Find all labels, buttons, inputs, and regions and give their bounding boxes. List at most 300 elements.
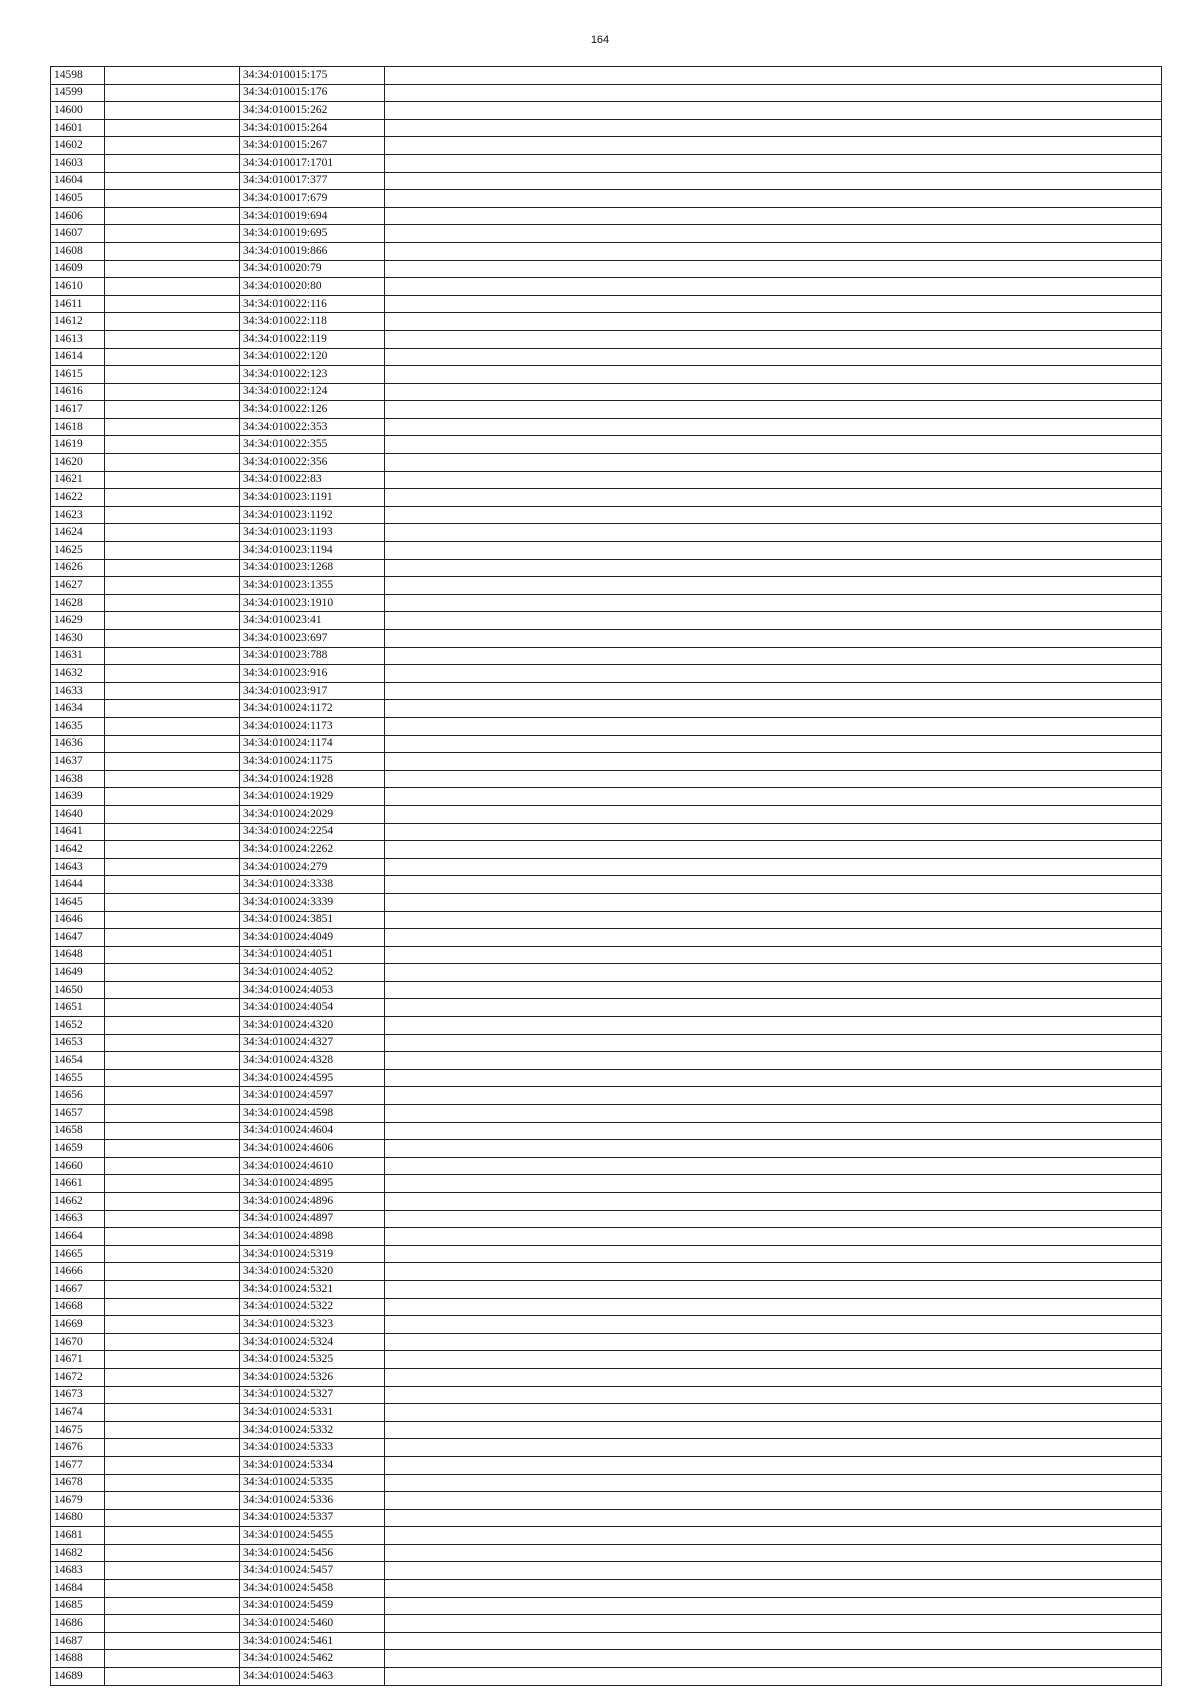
address-cell [385, 1034, 1162, 1052]
empty-cell [105, 1333, 240, 1351]
empty-cell [105, 1492, 240, 1510]
row-number-cell: 14611 [51, 295, 105, 313]
cadastral-number-cell: 34:34:010022:353 [240, 418, 385, 436]
address-cell [385, 1298, 1162, 1316]
cadastral-number-cell: 34:34:010024:4606 [240, 1140, 385, 1158]
table-row [51, 911, 1162, 929]
empty-cell [105, 577, 240, 595]
address-cell [385, 1632, 1162, 1650]
cadastral-number-cell: 34:34:010023:788 [240, 647, 385, 665]
cadastral-number-cell: 34:34:010024:4898 [240, 1228, 385, 1246]
table-row [51, 630, 1162, 648]
empty-cell [105, 1157, 240, 1175]
empty-cell [105, 735, 240, 753]
table-row [51, 278, 1162, 296]
table-row [51, 366, 1162, 384]
row-number-cell: 14661 [51, 1175, 105, 1193]
table-row [51, 929, 1162, 947]
row-number-cell: 14614 [51, 348, 105, 366]
row-number-cell: 14647 [51, 929, 105, 947]
empty-cell [105, 225, 240, 243]
address-cell [385, 911, 1162, 929]
address-cell [385, 330, 1162, 348]
address-cell [385, 542, 1162, 560]
table-row [51, 1298, 1162, 1316]
empty-cell [105, 1474, 240, 1492]
row-number-cell: 14670 [51, 1333, 105, 1351]
address-cell [385, 893, 1162, 911]
table-row [51, 1509, 1162, 1527]
address-cell [385, 242, 1162, 260]
empty-cell [105, 682, 240, 700]
table-row [51, 1245, 1162, 1263]
row-number-cell: 14616 [51, 383, 105, 401]
cadastral-number-cell: 34:34:010024:5463 [240, 1668, 385, 1686]
empty-cell [105, 242, 240, 260]
table-row [51, 207, 1162, 225]
address-cell [385, 524, 1162, 542]
property-register-table [50, 66, 1162, 1686]
address-cell [385, 190, 1162, 208]
cadastral-number-cell: 34:34:010024:5331 [240, 1404, 385, 1422]
row-number-cell: 14650 [51, 981, 105, 999]
empty-cell [105, 1193, 240, 1211]
row-number-cell: 14613 [51, 330, 105, 348]
cadastral-number-cell: 34:34:010022:118 [240, 313, 385, 331]
table-row [51, 190, 1162, 208]
table-row [51, 330, 1162, 348]
table-row [51, 1386, 1162, 1404]
cadastral-number-cell: 34:34:010024:1175 [240, 753, 385, 771]
row-number-cell: 14601 [51, 119, 105, 137]
empty-cell [105, 753, 240, 771]
cadastral-number-cell: 34:34:010022:355 [240, 436, 385, 454]
table-row [51, 858, 1162, 876]
empty-cell [105, 876, 240, 894]
table-row [51, 119, 1162, 137]
cadastral-number-cell: 34:34:010024:5324 [240, 1333, 385, 1351]
cadastral-number-cell: 34:34:010019:866 [240, 242, 385, 260]
row-number-cell: 14654 [51, 1052, 105, 1070]
table-row [51, 1439, 1162, 1457]
address-cell [385, 1597, 1162, 1615]
cadastral-number-cell: 34:34:010024:279 [240, 858, 385, 876]
cadastral-number-cell: 34:34:010015:264 [240, 119, 385, 137]
row-number-cell: 14633 [51, 682, 105, 700]
empty-cell [105, 366, 240, 384]
address-cell [385, 559, 1162, 577]
address-cell [385, 841, 1162, 859]
row-number-cell: 14689 [51, 1668, 105, 1686]
row-number-cell: 14652 [51, 1017, 105, 1035]
table-row [51, 436, 1162, 454]
address-cell [385, 1668, 1162, 1686]
cadastral-number-cell: 34:34:010024:4896 [240, 1193, 385, 1211]
cadastral-number-cell: 34:34:010024:5322 [240, 1298, 385, 1316]
table-row [51, 717, 1162, 735]
empty-cell [105, 67, 240, 85]
address-cell [385, 207, 1162, 225]
row-number-cell: 14667 [51, 1280, 105, 1298]
address-cell [385, 647, 1162, 665]
table-row [51, 788, 1162, 806]
row-number-cell: 14643 [51, 858, 105, 876]
cadastral-number-cell: 34:34:010024:4595 [240, 1069, 385, 1087]
row-number-cell: 14628 [51, 594, 105, 612]
cadastral-number-cell: 34:34:010024:4320 [240, 1017, 385, 1035]
row-number-cell: 14618 [51, 418, 105, 436]
address-cell [385, 858, 1162, 876]
cadastral-number-cell: 34:34:010024:5334 [240, 1456, 385, 1474]
row-number-cell: 14669 [51, 1316, 105, 1334]
empty-cell [105, 805, 240, 823]
cadastral-number-cell: 34:34:010024:5326 [240, 1368, 385, 1386]
empty-cell [105, 383, 240, 401]
row-number-cell: 14640 [51, 805, 105, 823]
cadastral-number-cell: 34:34:010024:4328 [240, 1052, 385, 1070]
empty-cell [105, 1140, 240, 1158]
table-row [51, 1280, 1162, 1298]
address-cell [385, 1280, 1162, 1298]
table-row [51, 981, 1162, 999]
row-number-cell: 14671 [51, 1351, 105, 1369]
cadastral-number-cell: 34:34:010022:356 [240, 454, 385, 472]
row-number-cell: 14658 [51, 1122, 105, 1140]
cadastral-number-cell: 34:34:010024:5336 [240, 1492, 385, 1510]
address-cell [385, 1245, 1162, 1263]
address-cell [385, 84, 1162, 102]
empty-cell [105, 348, 240, 366]
row-number-cell: 14607 [51, 225, 105, 243]
empty-cell [105, 1122, 240, 1140]
table-row [51, 1228, 1162, 1246]
table-row [51, 1368, 1162, 1386]
cadastral-number-cell: 34:34:010023:1910 [240, 594, 385, 612]
row-number-cell: 14685 [51, 1597, 105, 1615]
row-number-cell: 14668 [51, 1298, 105, 1316]
cadastral-number-cell: 34:34:010020:79 [240, 260, 385, 278]
cadastral-number-cell: 34:34:010024:5319 [240, 1245, 385, 1263]
cadastral-number-cell: 34:34:010024:5460 [240, 1615, 385, 1633]
cadastral-number-cell: 34:34:010024:4604 [240, 1122, 385, 1140]
row-number-cell: 14617 [51, 401, 105, 419]
row-number-cell: 14672 [51, 1368, 105, 1386]
empty-cell [105, 471, 240, 489]
empty-cell [105, 1509, 240, 1527]
empty-cell [105, 154, 240, 172]
row-number-cell: 14688 [51, 1650, 105, 1668]
row-number-cell: 14641 [51, 823, 105, 841]
table-row [51, 454, 1162, 472]
table-row [51, 893, 1162, 911]
cadastral-number-cell: 34:34:010024:4597 [240, 1087, 385, 1105]
empty-cell [105, 717, 240, 735]
cadastral-number-cell: 34:34:010024:4610 [240, 1157, 385, 1175]
address-cell [385, 1509, 1162, 1527]
empty-cell [105, 401, 240, 419]
table-row [51, 876, 1162, 894]
cadastral-number-cell: 34:34:010024:1174 [240, 735, 385, 753]
cadastral-number-cell: 34:34:010023:916 [240, 665, 385, 683]
table-row [51, 471, 1162, 489]
row-number-cell: 14655 [51, 1069, 105, 1087]
table-row [51, 1140, 1162, 1158]
table-row [51, 1175, 1162, 1193]
table-row [51, 665, 1162, 683]
empty-cell [105, 102, 240, 120]
table-row [51, 1650, 1162, 1668]
cadastral-number-cell: 34:34:010024:5333 [240, 1439, 385, 1457]
row-number-cell: 14642 [51, 841, 105, 859]
address-cell [385, 1368, 1162, 1386]
table-row [51, 1580, 1162, 1598]
table-row [51, 225, 1162, 243]
row-number-cell: 14673 [51, 1386, 105, 1404]
row-number-cell: 14631 [51, 647, 105, 665]
empty-cell [105, 1228, 240, 1246]
cadastral-number-cell: 34:34:010024:5457 [240, 1562, 385, 1580]
row-number-cell: 14608 [51, 242, 105, 260]
empty-cell [105, 1439, 240, 1457]
row-number-cell: 14644 [51, 876, 105, 894]
row-number-cell: 14620 [51, 454, 105, 472]
address-cell [385, 1210, 1162, 1228]
address-cell [385, 717, 1162, 735]
empty-cell [105, 858, 240, 876]
address-cell [385, 137, 1162, 155]
cadastral-number-cell: 34:34:010022:124 [240, 383, 385, 401]
row-number-cell: 14645 [51, 893, 105, 911]
row-number-cell: 14666 [51, 1263, 105, 1281]
row-number-cell: 14663 [51, 1210, 105, 1228]
address-cell [385, 1456, 1162, 1474]
empty-cell [105, 489, 240, 507]
cadastral-number-cell: 34:34:010024:4051 [240, 946, 385, 964]
table-row [51, 313, 1162, 331]
cadastral-number-cell: 34:34:010024:5461 [240, 1632, 385, 1650]
empty-cell [105, 1404, 240, 1422]
row-number-cell: 14676 [51, 1439, 105, 1457]
address-cell [385, 1650, 1162, 1668]
cadastral-number-cell: 34:34:010024:5320 [240, 1263, 385, 1281]
row-number-cell: 14627 [51, 577, 105, 595]
address-cell [385, 630, 1162, 648]
table-row [51, 1157, 1162, 1175]
address-cell [385, 1474, 1162, 1492]
table-row [51, 506, 1162, 524]
cadastral-number-cell: 34:34:010022:126 [240, 401, 385, 419]
table-row [51, 1052, 1162, 1070]
cadastral-number-cell: 34:34:010024:5321 [240, 1280, 385, 1298]
cadastral-number-cell: 34:34:010019:695 [240, 225, 385, 243]
table-row [51, 1474, 1162, 1492]
cadastral-number-cell: 34:34:010024:5455 [240, 1527, 385, 1545]
page-number: 164 [590, 34, 610, 46]
row-number-cell: 14686 [51, 1615, 105, 1633]
table-row [51, 401, 1162, 419]
address-cell [385, 682, 1162, 700]
empty-cell [105, 207, 240, 225]
table-row [51, 1210, 1162, 1228]
cadastral-number-cell: 34:34:010022:116 [240, 295, 385, 313]
empty-cell [105, 542, 240, 560]
table-row [51, 242, 1162, 260]
table-row [51, 1017, 1162, 1035]
row-number-cell: 14677 [51, 1456, 105, 1474]
address-cell [385, 1421, 1162, 1439]
table-row [51, 1562, 1162, 1580]
cadastral-number-cell: 34:34:010022:120 [240, 348, 385, 366]
empty-cell [105, 665, 240, 683]
cadastral-number-cell: 34:34:010024:5456 [240, 1544, 385, 1562]
table-row [51, 647, 1162, 665]
cadastral-number-cell: 34:34:010024:3339 [240, 893, 385, 911]
cadastral-number-cell: 34:34:010024:5323 [240, 1316, 385, 1334]
empty-cell [105, 594, 240, 612]
empty-cell [105, 1368, 240, 1386]
table-row [51, 1193, 1162, 1211]
table-row [51, 559, 1162, 577]
table-row [51, 1615, 1162, 1633]
table-row [51, 700, 1162, 718]
empty-cell [105, 1069, 240, 1087]
row-number-cell: 14651 [51, 999, 105, 1017]
empty-cell [105, 1210, 240, 1228]
row-number-cell: 14624 [51, 524, 105, 542]
row-number-cell: 14606 [51, 207, 105, 225]
cadastral-number-cell: 34:34:010024:4049 [240, 929, 385, 947]
address-cell [385, 1351, 1162, 1369]
empty-cell [105, 823, 240, 841]
row-number-cell: 14674 [51, 1404, 105, 1422]
row-number-cell: 14629 [51, 612, 105, 630]
empty-cell [105, 630, 240, 648]
empty-cell [105, 911, 240, 929]
empty-cell [105, 841, 240, 859]
empty-cell [105, 1615, 240, 1633]
address-cell [385, 753, 1162, 771]
table-row [51, 1456, 1162, 1474]
row-number-cell: 14683 [51, 1562, 105, 1580]
empty-cell [105, 1650, 240, 1668]
address-cell [385, 1562, 1162, 1580]
row-number-cell: 14603 [51, 154, 105, 172]
empty-cell [105, 981, 240, 999]
table-row [51, 999, 1162, 1017]
empty-cell [105, 418, 240, 436]
cadastral-number-cell: 34:34:010024:3338 [240, 876, 385, 894]
table-row [51, 1122, 1162, 1140]
address-cell [385, 1052, 1162, 1070]
address-cell [385, 1615, 1162, 1633]
table-row [51, 577, 1162, 595]
empty-cell [105, 1527, 240, 1545]
empty-cell [105, 1632, 240, 1650]
empty-cell [105, 1087, 240, 1105]
row-number-cell: 14682 [51, 1544, 105, 1562]
empty-cell [105, 313, 240, 331]
table-row [51, 1087, 1162, 1105]
table-row [51, 594, 1162, 612]
empty-cell [105, 506, 240, 524]
table-row [51, 1492, 1162, 1510]
empty-cell [105, 330, 240, 348]
empty-cell [105, 1175, 240, 1193]
row-number-cell: 14649 [51, 964, 105, 982]
address-cell [385, 436, 1162, 454]
row-number-cell: 14600 [51, 102, 105, 120]
address-cell [385, 981, 1162, 999]
table-row [51, 1333, 1162, 1351]
row-number-cell: 14632 [51, 665, 105, 683]
cadastral-number-cell: 34:34:010024:2029 [240, 805, 385, 823]
empty-cell [105, 1245, 240, 1263]
address-cell [385, 1017, 1162, 1035]
address-cell [385, 946, 1162, 964]
address-cell [385, 489, 1162, 507]
table-row [51, 84, 1162, 102]
empty-cell [105, 559, 240, 577]
table-row [51, 154, 1162, 172]
address-cell [385, 1087, 1162, 1105]
cadastral-number-cell: 34:34:010024:1928 [240, 770, 385, 788]
address-cell [385, 964, 1162, 982]
table-row [51, 1069, 1162, 1087]
row-number-cell: 14665 [51, 1245, 105, 1263]
address-cell [385, 102, 1162, 120]
address-cell [385, 383, 1162, 401]
cadastral-number-cell: 34:34:010024:5325 [240, 1351, 385, 1369]
address-cell [385, 454, 1162, 472]
empty-cell [105, 1421, 240, 1439]
address-cell [385, 999, 1162, 1017]
cadastral-number-cell: 34:34:010024:4897 [240, 1210, 385, 1228]
address-cell [385, 172, 1162, 190]
table-row [51, 964, 1162, 982]
address-cell [385, 1580, 1162, 1598]
row-number-cell: 14648 [51, 946, 105, 964]
row-number-cell: 14604 [51, 172, 105, 190]
cadastral-number-cell: 34:34:010024:5459 [240, 1597, 385, 1615]
row-number-cell: 14635 [51, 717, 105, 735]
row-number-cell: 14678 [51, 1474, 105, 1492]
table-row [51, 348, 1162, 366]
cadastral-number-cell: 34:34:010017:679 [240, 190, 385, 208]
table-row [51, 542, 1162, 560]
empty-cell [105, 454, 240, 472]
empty-cell [105, 295, 240, 313]
row-number-cell: 14639 [51, 788, 105, 806]
cadastral-number-cell: 34:34:010017:1701 [240, 154, 385, 172]
address-cell [385, 1333, 1162, 1351]
cadastral-number-cell: 34:34:010024:4054 [240, 999, 385, 1017]
address-cell [385, 295, 1162, 313]
empty-cell [105, 172, 240, 190]
empty-cell [105, 1034, 240, 1052]
address-cell [385, 225, 1162, 243]
row-number-cell: 14660 [51, 1157, 105, 1175]
cadastral-number-cell: 34:34:010024:5462 [240, 1650, 385, 1668]
address-cell [385, 1386, 1162, 1404]
empty-cell [105, 770, 240, 788]
address-cell [385, 805, 1162, 823]
table-row [51, 489, 1162, 507]
table-row [51, 67, 1162, 85]
row-number-cell: 14610 [51, 278, 105, 296]
row-number-cell: 14675 [51, 1421, 105, 1439]
row-number-cell: 14602 [51, 137, 105, 155]
address-cell [385, 1263, 1162, 1281]
